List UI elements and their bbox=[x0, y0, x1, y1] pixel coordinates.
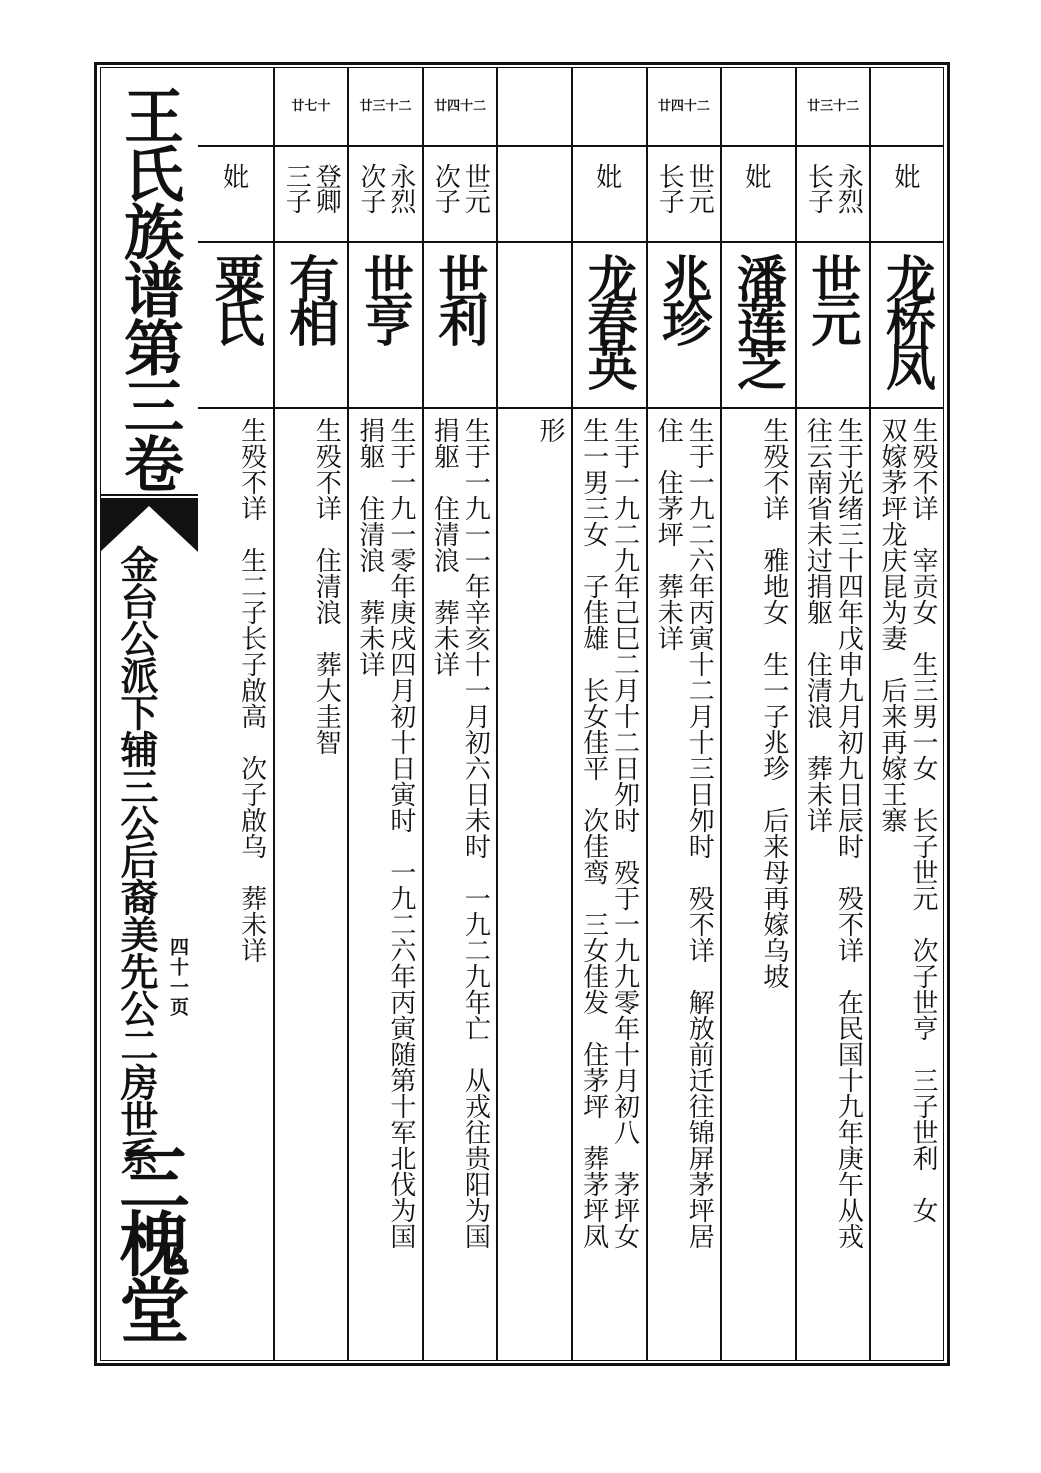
lineage-subtitle: 金台公派下辅三公后裔美先公二房世系 bbox=[114, 545, 159, 1174]
generation-cell bbox=[648, 67, 721, 147]
name-cell bbox=[648, 243, 721, 409]
relation-cell bbox=[871, 147, 944, 243]
person-name: 兆珍 bbox=[654, 253, 713, 341]
biography-cell bbox=[424, 409, 497, 1361]
biography-cell bbox=[349, 409, 422, 1361]
generation-cell bbox=[797, 67, 870, 147]
biography-text: 生于一九二九年己巳二月十二日夘时 殁于一九九零年十月初八 茅坪女 生一男三女 子佳雄 长女佳平 次佳鸾 三女佳发 住茅坪 葬茅坪凤 bbox=[578, 417, 640, 1249]
biography-cell bbox=[498, 409, 571, 1361]
generation-cell bbox=[424, 67, 497, 147]
person-name: 有相 bbox=[281, 253, 340, 341]
generation-cell bbox=[349, 67, 422, 147]
generation-label: 廿七十 bbox=[291, 99, 331, 114]
generation-cell bbox=[871, 67, 944, 147]
relation-label: 永烈 次子 bbox=[355, 163, 416, 213]
person-name: 世亨 bbox=[355, 253, 414, 341]
person-name: 龙桥凤 bbox=[878, 253, 936, 385]
relation-cell bbox=[198, 147, 273, 243]
biography-text: 生殁不详 宰贡女 生三男一女 长子世元 次子世亨 三子世利 女 双嫁茅坪龙庆昆为妻 后来再嫁王寨 bbox=[877, 417, 938, 1223]
relation-label: 妣 bbox=[218, 163, 249, 188]
relation-cell bbox=[648, 147, 721, 243]
person-name: 世利 bbox=[430, 253, 489, 341]
relation-label: 妣 bbox=[740, 163, 771, 188]
name-cell bbox=[573, 243, 646, 409]
name-cell bbox=[198, 243, 273, 409]
generation-cell bbox=[722, 67, 795, 147]
biography-text: 生殁不详 雅地女 生一子兆珍 后来母再嫁乌坡 bbox=[758, 417, 789, 989]
biography-cell bbox=[797, 409, 870, 1361]
name-cell bbox=[722, 243, 795, 409]
generation-cell bbox=[573, 67, 646, 147]
generation-cell bbox=[198, 67, 273, 147]
name-cell bbox=[349, 243, 422, 409]
biography-text: 形 bbox=[535, 417, 565, 443]
biography-text: 生殁不详 住清浪 葬大圭智 bbox=[311, 417, 342, 755]
relation-cell bbox=[424, 147, 497, 243]
relation-label: 世元 长子 bbox=[654, 163, 715, 213]
genealogy-column bbox=[646, 67, 721, 1361]
relation-cell bbox=[275, 147, 348, 243]
relation-cell bbox=[573, 147, 646, 243]
generation-label: 廿三十二 bbox=[807, 99, 860, 114]
biography-text: 生于一九二六年丙寅十二月十三日夘时 殁不详 解放前迁往锦屏茅坪居 住 住茅坪 葬未详 bbox=[653, 417, 715, 1249]
generation-cell bbox=[275, 67, 348, 147]
biography-text: 生殁不详 生二子长子啟高 次子啟乌 葬未详 bbox=[236, 417, 267, 963]
relation-label: 永烈 长子 bbox=[803, 163, 864, 213]
biography-text: 生于一九一一年辛亥十一月初六日未时 一九二九年亡 从戎往贵阳为国 捐躯 住清浪 葬未详 bbox=[429, 417, 491, 1249]
name-cell bbox=[797, 243, 870, 409]
person-name: 龙春英 bbox=[579, 253, 638, 385]
relation-cell bbox=[498, 147, 571, 243]
genealogy-column bbox=[720, 67, 795, 1361]
genealogy-column bbox=[347, 67, 422, 1361]
genealogy-column bbox=[571, 67, 646, 1361]
name-cell bbox=[275, 243, 348, 409]
relation-cell bbox=[722, 147, 795, 243]
hall-name: 三槐堂 bbox=[108, 1142, 191, 1340]
book-spine bbox=[100, 67, 198, 1361]
name-cell bbox=[424, 243, 497, 409]
relation-cell bbox=[349, 147, 422, 243]
relation-label: 世元 次子 bbox=[430, 163, 491, 213]
genealogy-column bbox=[795, 67, 870, 1361]
volume-title: 王氏族谱第三卷 bbox=[114, 85, 184, 491]
biography-cell bbox=[648, 409, 721, 1361]
generation-label: 廿四十二 bbox=[434, 99, 487, 114]
biography-cell bbox=[871, 409, 944, 1361]
generation-label: 廿三十二 bbox=[359, 99, 412, 114]
generation-cell bbox=[498, 67, 571, 147]
relation-label: 妣 bbox=[591, 163, 622, 188]
relation-label: 登卿 三子 bbox=[281, 163, 342, 213]
genealogy-column bbox=[273, 67, 348, 1361]
name-cell bbox=[498, 243, 571, 409]
page-number: 四十一页 bbox=[167, 937, 189, 1017]
person-name: 潘莲芝 bbox=[728, 253, 787, 385]
person-name: 粟氏 bbox=[206, 253, 265, 341]
biography-text: 生于一九一零年庚戌四月初十日寅时 一九二六年丙寅随第十军北伐为国 捐躯 住清浪 葬未详 bbox=[354, 417, 416, 1249]
person-name: 世元 bbox=[803, 253, 862, 341]
name-cell bbox=[871, 243, 944, 409]
relation-cell bbox=[797, 147, 870, 243]
biography-cell bbox=[573, 409, 646, 1361]
biography-cell bbox=[198, 409, 273, 1361]
genealogy-column bbox=[198, 67, 273, 1361]
generation-label: 廿四十二 bbox=[657, 99, 710, 114]
biography-text: 生于光绪三十四年戊申九月初九日辰时 殁不详 在民国十九年庚午从戎 往云南省未过捐躯 住清浪 葬未详 bbox=[802, 417, 864, 1249]
genealogy-column bbox=[869, 67, 944, 1361]
biography-cell bbox=[722, 409, 795, 1361]
biography-cell bbox=[275, 409, 348, 1361]
genealogy-table bbox=[198, 67, 944, 1361]
relation-label: 妣 bbox=[890, 163, 920, 188]
genealogy-column bbox=[496, 67, 571, 1361]
genealogy-column bbox=[422, 67, 497, 1361]
